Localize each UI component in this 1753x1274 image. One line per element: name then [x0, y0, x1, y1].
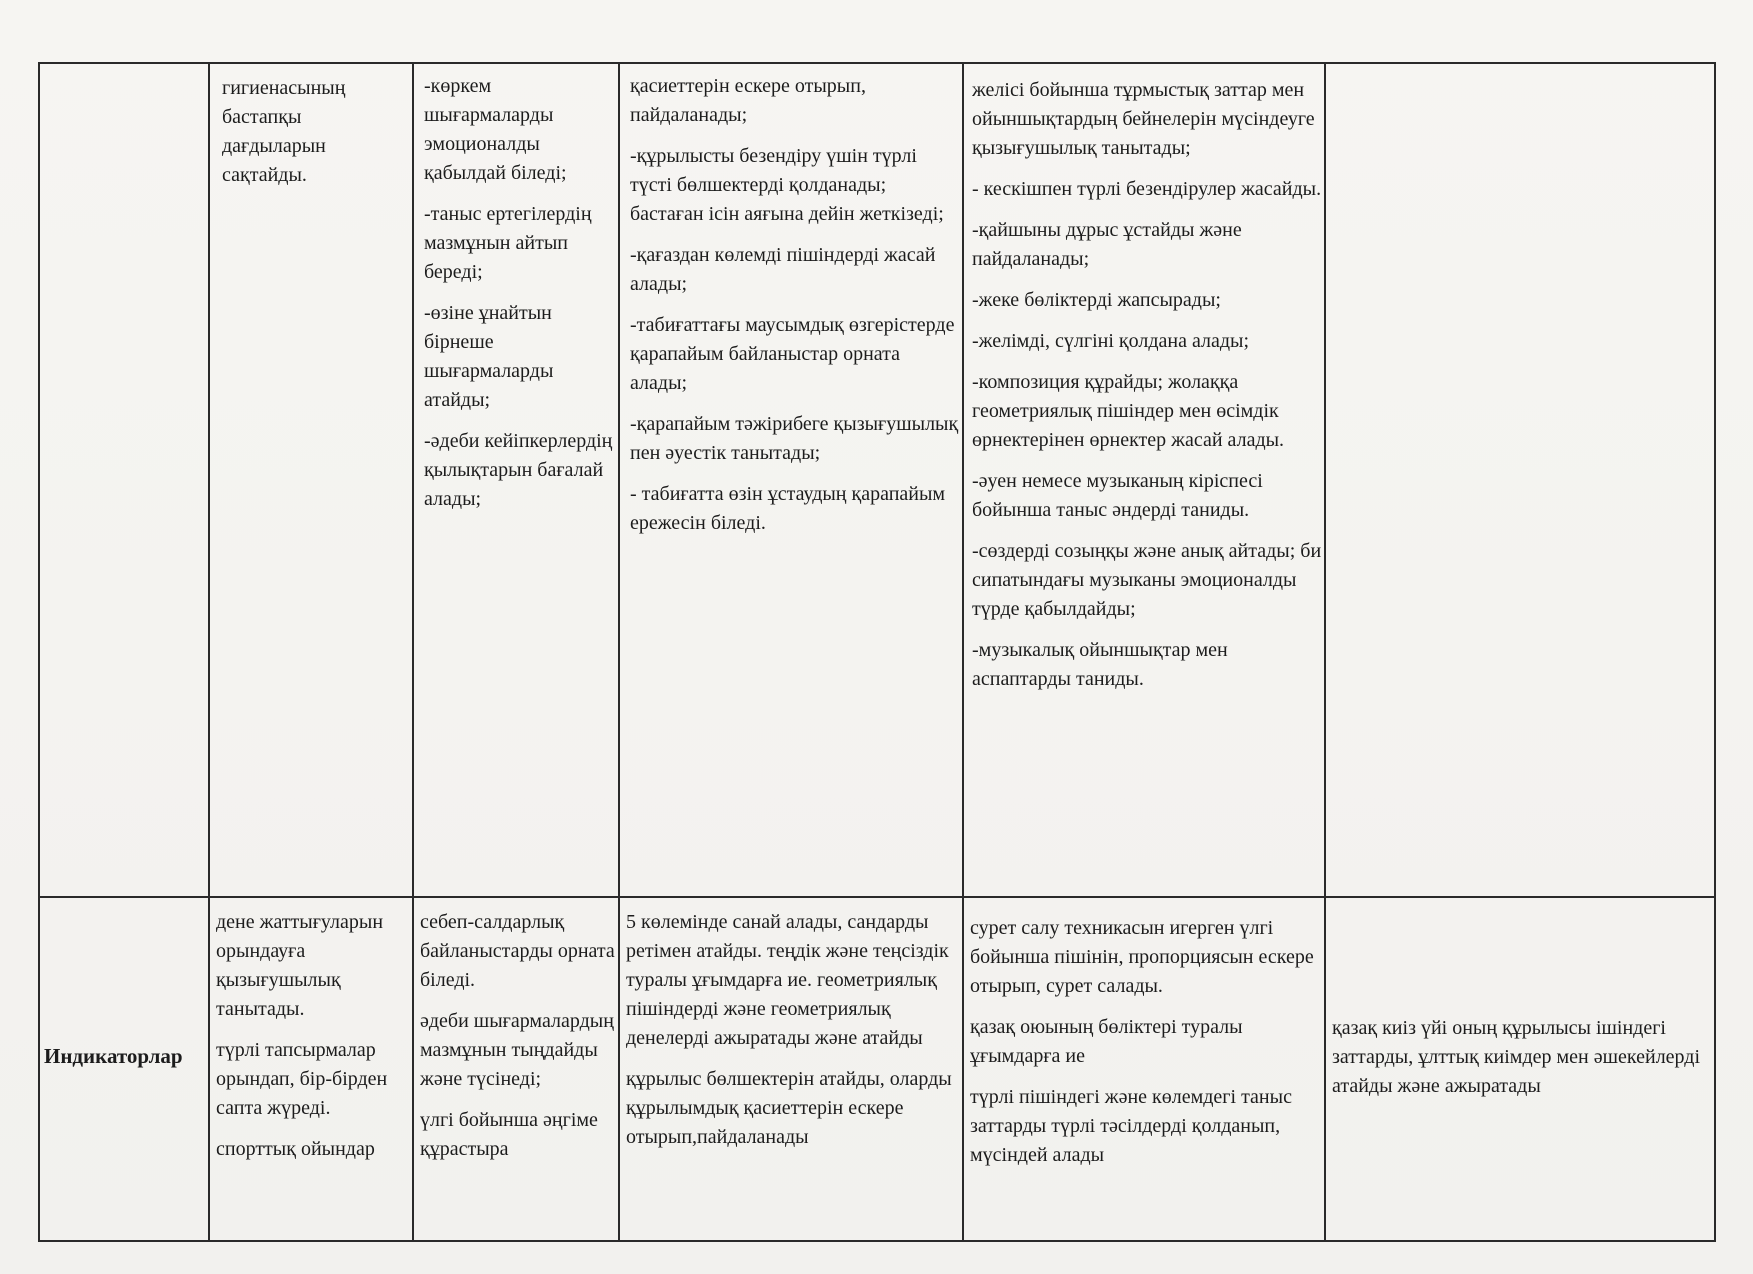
column-divider-4	[962, 62, 964, 1242]
cell-text: қазақ киіз үйі оның құрылысы ішіндегі заттарды, ұлттық киімдер мен әшекейлерді атайды және ажыратады	[1332, 1017, 1701, 1097]
cell-text: -көркем шығармаларды эмоционалды қабылдай біледі;	[424, 75, 567, 184]
cell-text: -қағаздан көлемді пішіндерді жасай алады;	[630, 244, 936, 295]
top-row-col3	[424, 72, 614, 526]
cell-text: гигиенасының бастапқы дағдыларын сақтайды.	[222, 77, 346, 186]
row-divider	[38, 896, 1716, 898]
top-row-col2	[222, 74, 408, 202]
cell-text: құрылыс бөлшектерін атайды, оларды құрылымдық қасиеттерін ескере отырып,пайдаланады	[626, 1068, 952, 1148]
table-border-left	[38, 62, 40, 1242]
curriculum-table	[38, 62, 1730, 1242]
indicators-label-cell	[44, 1042, 206, 1072]
cell-text: -жеке бөліктерді жапсырады;	[972, 289, 1221, 311]
cell-text: -әуен немесе музыканың кіріспесі бойынша таныс әндерді таниды.	[972, 470, 1263, 521]
cell-text: -таныс ертегілердің мазмұнын айтып береді;	[424, 203, 592, 283]
indicators-col5	[970, 914, 1322, 1182]
table-border-bottom	[38, 1240, 1716, 1242]
cell-text: -қайшыны дұрыс ұстайды және пайдаланады;	[972, 219, 1242, 270]
cell-text: -құрылысты безендіру үшін түрлі түсті бөлшектерді қолданады; бастаған ісін аяғына дейін жеткізеді;	[630, 145, 944, 225]
cell-text: -сөздерді созыңқы және анық айтады; би сипатындағы музыканы эмоционалды түрде қабылдайды;	[972, 540, 1322, 620]
top-row-col4	[630, 72, 960, 550]
indicators-col2	[216, 908, 410, 1176]
cell-text: - кескішпен түрлі безендірулер жасайды.	[972, 178, 1322, 200]
column-divider-1	[208, 62, 210, 1242]
cell-text: -қарапайым тәжірибеге қызығушылық пен әуестік танытады;	[630, 413, 959, 464]
table-border-right	[1714, 62, 1716, 1242]
cell-text: -желімді, сүлгіні қолдана алады;	[972, 330, 1250, 352]
indicators-label: Индикаторлар	[44, 1044, 183, 1068]
cell-text: түрлі пішіндегі және көлемдегі таныс заттарды түрлі тәсілдерді қолданып, мүсіндей алады	[970, 1086, 1292, 1166]
cell-text: дене жаттығуларын орындауға қызығушылық танытады.	[216, 911, 384, 1020]
indicators-col3	[420, 908, 616, 1176]
cell-text: желісі бойынша тұрмыстық заттар мен ойыншықтардың бейнелерін мүсіндеуге қызығушылық танытады;	[972, 79, 1315, 159]
indicators-col6	[1332, 1014, 1712, 1113]
column-divider-2	[412, 62, 414, 1242]
column-divider-3	[618, 62, 620, 1242]
cell-text: сурет салу техникасын игерген үлгі бойынша пішінін, пропорциясын ескере отырып, сурет салады.	[970, 917, 1314, 997]
cell-text: себеп-салдарлық байланыстарды орната біледі.	[420, 911, 615, 991]
indicators-col4	[626, 908, 960, 1164]
cell-text: қасиеттерін ескере отырып, пайдаланады;	[630, 75, 866, 126]
cell-text: -табиғаттағы маусымдық өзгерістерде қарапайым байланыстар орната алады;	[630, 314, 955, 394]
cell-text: әдеби шығармалардың мазмұнын тыңдайды және түсінеді;	[420, 1010, 614, 1090]
column-divider-5	[1324, 62, 1326, 1242]
cell-text: -әдеби кейіпкерлердің қылықтарын бағалай алады;	[424, 430, 613, 510]
cell-text: - табиғатта өзін ұстаудың қарапайым ережесін біледі.	[630, 483, 946, 534]
cell-text: 5 көлемінде санай алады, сандарды ретімен атайды. теңдік және теңсіздік туралы ұғымдарға ие. геометриялық пішіндерді және геометриялық денелерді ажыратады және атайды	[626, 911, 949, 1049]
cell-text: -композиция құрайды; жолаққа геометриялық пішіндер мен өсімдік өрнектерінен өрнектер жасай алады.	[972, 371, 1285, 451]
cell-text: үлгі бойынша әңгіме құрастыра	[420, 1109, 598, 1160]
cell-text: -музыкалық ойыншықтар мен аспаптарды таниды.	[972, 639, 1228, 690]
table-border-top	[38, 62, 1716, 64]
top-row-col5	[972, 76, 1322, 706]
cell-text: -өзіне ұнайтын бірнеше шығармаларды атайды;	[424, 302, 554, 411]
cell-text: түрлі тапсырмалар орындап, бір-бірден сапта жүреді.	[216, 1039, 388, 1119]
cell-text: қазақ оюының бөліктері туралы ұғымдарға ие	[970, 1016, 1243, 1067]
cell-text: спорттық ойындар	[216, 1138, 375, 1160]
